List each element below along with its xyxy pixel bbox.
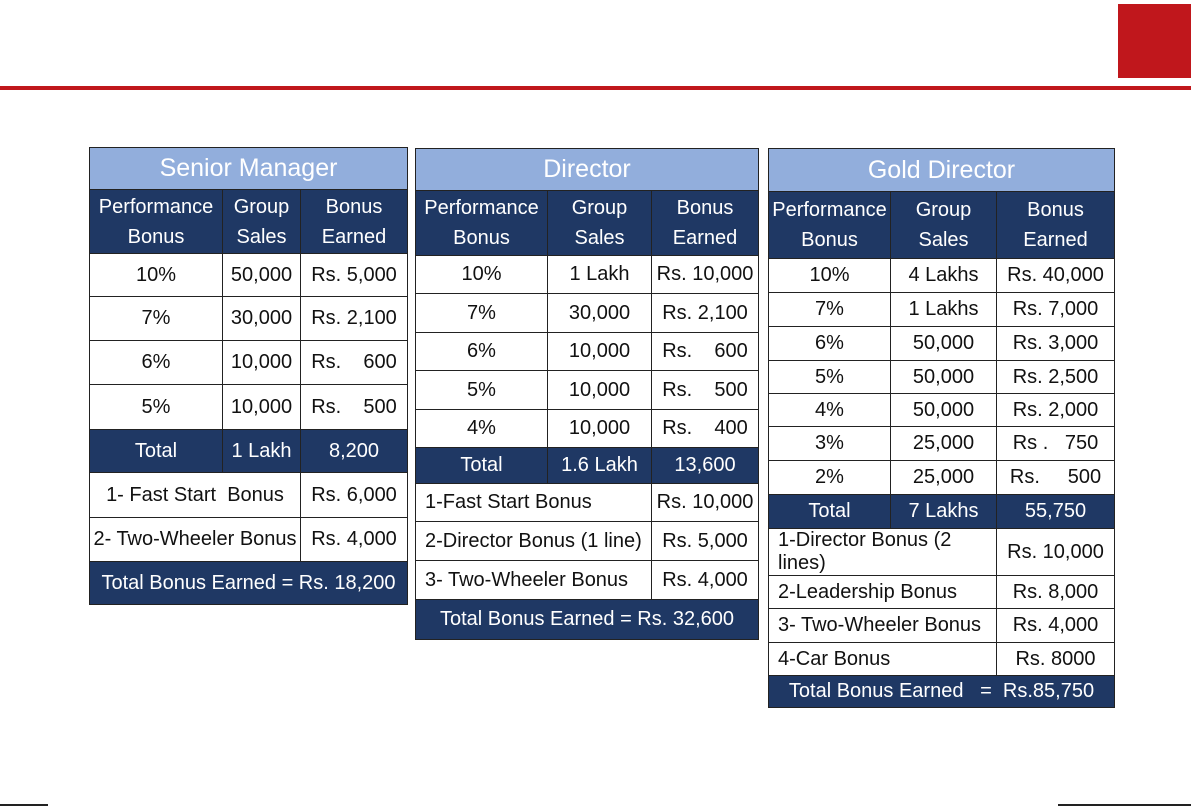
table-row (416, 410, 759, 448)
column-header: Performance Bonus (90, 190, 223, 254)
bonus-row (769, 609, 1115, 643)
bonus-earned: Rs. 2,500 (997, 361, 1115, 394)
bonus-name: 2- Two-Wheeler Bonus (90, 518, 301, 562)
group-sales: 30,000 (548, 294, 652, 333)
bonus-percent: 7% (90, 297, 223, 341)
column-header: Group Sales (223, 190, 301, 254)
table-row (416, 294, 759, 333)
group-sales: 4 Lakhs (891, 259, 997, 293)
total-bonus-earned: Total Bonus Earned = Rs. 18,200 (90, 562, 408, 605)
column-header: Performance Bonus (416, 191, 548, 256)
bonus-amount: Rs. 6,000 (301, 473, 408, 518)
column-header: Bonus Earned (301, 190, 408, 254)
bonus-row (769, 643, 1115, 676)
bonus-amount: Rs. 4,000 (997, 609, 1115, 643)
total-row (90, 430, 408, 473)
total-sales: 7 Lakhs (891, 495, 997, 529)
group-sales: 1 Lakh (548, 256, 652, 294)
table-row (416, 333, 759, 371)
bonus-row (769, 576, 1115, 609)
table-row (769, 259, 1115, 293)
director-table (415, 148, 759, 640)
bonus-percent: 4% (416, 410, 548, 448)
table-row (769, 427, 1115, 461)
bonus-earned: Rs. 600 (301, 341, 408, 385)
total-row (769, 495, 1115, 529)
bonus-percent: 5% (769, 361, 891, 394)
bonus-name: 3- Two-Wheeler Bonus (416, 561, 652, 600)
group-sales: 50,000 (223, 254, 301, 297)
header-divider (0, 86, 1191, 90)
bonus-earned: Rs. 500 (997, 461, 1115, 495)
column-header: Group Sales (891, 192, 997, 259)
table-row (90, 254, 408, 297)
bonus-percent: 4% (769, 394, 891, 427)
total-bonus-earned: Total Bonus Earned = Rs. 32,600 (416, 600, 759, 640)
bonus-earned: Rs. 600 (652, 333, 759, 371)
bonus-earned: Rs. 10,000 (652, 256, 759, 294)
bonus-earned: Rs. 3,000 (997, 327, 1115, 361)
group-sales: 25,000 (891, 461, 997, 495)
bonus-name: 2-Leadership Bonus (769, 576, 997, 609)
bonus-earned: Rs. 7,000 (997, 293, 1115, 327)
table-row (416, 371, 759, 410)
table-row (90, 385, 408, 430)
table-title: Director (416, 149, 759, 191)
bonus-percent: 10% (90, 254, 223, 297)
bonus-percent: 6% (90, 341, 223, 385)
bonus-percent: 10% (416, 256, 548, 294)
bonus-name: 1-Fast Start Bonus (416, 484, 652, 522)
table-row (769, 293, 1115, 327)
bonus-amount: Rs. 4,000 (652, 561, 759, 600)
group-sales: 50,000 (891, 361, 997, 394)
group-sales: 30,000 (223, 297, 301, 341)
bonus-percent: 10% (769, 259, 891, 293)
bonus-amount: Rs. 8,000 (997, 576, 1115, 609)
bonus-name: 3- Two-Wheeler Bonus (769, 609, 997, 643)
total-sales: 1.6 Lakh (548, 448, 652, 484)
bonus-name: 1- Fast Start Bonus (90, 473, 301, 518)
bonus-earned: Rs. 2,100 (301, 297, 408, 341)
table-row (90, 297, 408, 341)
bonus-amount: Rs. 5,000 (652, 522, 759, 561)
total-label: Total (90, 430, 223, 473)
table-row (769, 361, 1115, 394)
bonus-name: 2-Director Bonus (1 line) (416, 522, 652, 561)
bonus-name: 1-Director Bonus (2 lines) (769, 529, 997, 576)
bonus-name: 4-Car Bonus (769, 643, 997, 676)
bonus-row (90, 518, 408, 562)
table-row (769, 461, 1115, 495)
bonus-earned: Rs. 2,000 (997, 394, 1115, 427)
total-earned: 13,600 (652, 448, 759, 484)
total-label: Total (416, 448, 548, 484)
bonus-amount: Rs. 4,000 (301, 518, 408, 562)
group-sales: 50,000 (891, 394, 997, 427)
group-sales: 50,000 (891, 327, 997, 361)
group-sales: 1 Lakhs (891, 293, 997, 327)
group-sales: 25,000 (891, 427, 997, 461)
table-row (769, 327, 1115, 361)
bonus-amount: Rs. 10,000 (652, 484, 759, 522)
footer-rule-right (1058, 804, 1191, 806)
table-title: Senior Manager (90, 148, 408, 190)
bonus-percent: 7% (416, 294, 548, 333)
bonus-percent: 5% (416, 371, 548, 410)
column-header: Bonus Earned (652, 191, 759, 256)
column-header: Performance Bonus (769, 192, 891, 259)
bonus-percent: 2% (769, 461, 891, 495)
footer-rule-left (0, 804, 48, 806)
bonus-percent: 6% (769, 327, 891, 361)
bonus-percent: 7% (769, 293, 891, 327)
group-sales: 10,000 (223, 341, 301, 385)
brand-block (1118, 4, 1191, 78)
total-row (416, 448, 759, 484)
group-sales: 10,000 (223, 385, 301, 430)
table-row (416, 256, 759, 294)
bonus-earned: Rs. 40,000 (997, 259, 1115, 293)
bonus-amount: Rs. 10,000 (997, 529, 1115, 576)
bonus-earned: Rs. 5,000 (301, 254, 408, 297)
group-sales: 10,000 (548, 410, 652, 448)
total-label: Total (769, 495, 891, 529)
bonus-earned: Rs. 400 (652, 410, 759, 448)
bonus-earned: Rs . 750 (997, 427, 1115, 461)
bonus-percent: 6% (416, 333, 548, 371)
table-row (90, 341, 408, 385)
column-header: Bonus Earned (997, 192, 1115, 259)
bonus-percent: 5% (90, 385, 223, 430)
bonus-row (416, 561, 759, 600)
table-row (769, 394, 1115, 427)
bonus-row (769, 529, 1115, 576)
bonus-earned: Rs. 2,100 (652, 294, 759, 333)
bonus-earned: Rs. 500 (652, 371, 759, 410)
group-sales: 10,000 (548, 371, 652, 410)
bonus-row (90, 473, 408, 518)
senior-manager-table (89, 147, 408, 605)
total-earned: 55,750 (997, 495, 1115, 529)
bonus-amount: Rs. 8000 (997, 643, 1115, 676)
bonus-percent: 3% (769, 427, 891, 461)
column-header: Group Sales (548, 191, 652, 256)
bonus-earned: Rs. 500 (301, 385, 408, 430)
total-earned: 8,200 (301, 430, 408, 473)
group-sales: 10,000 (548, 333, 652, 371)
total-sales: 1 Lakh (223, 430, 301, 473)
bonus-row (416, 522, 759, 561)
table-title: Gold Director (769, 149, 1115, 192)
gold-director-table (768, 148, 1115, 708)
total-bonus-earned: Total Bonus Earned = Rs.85,750 (769, 676, 1115, 708)
bonus-row (416, 484, 759, 522)
